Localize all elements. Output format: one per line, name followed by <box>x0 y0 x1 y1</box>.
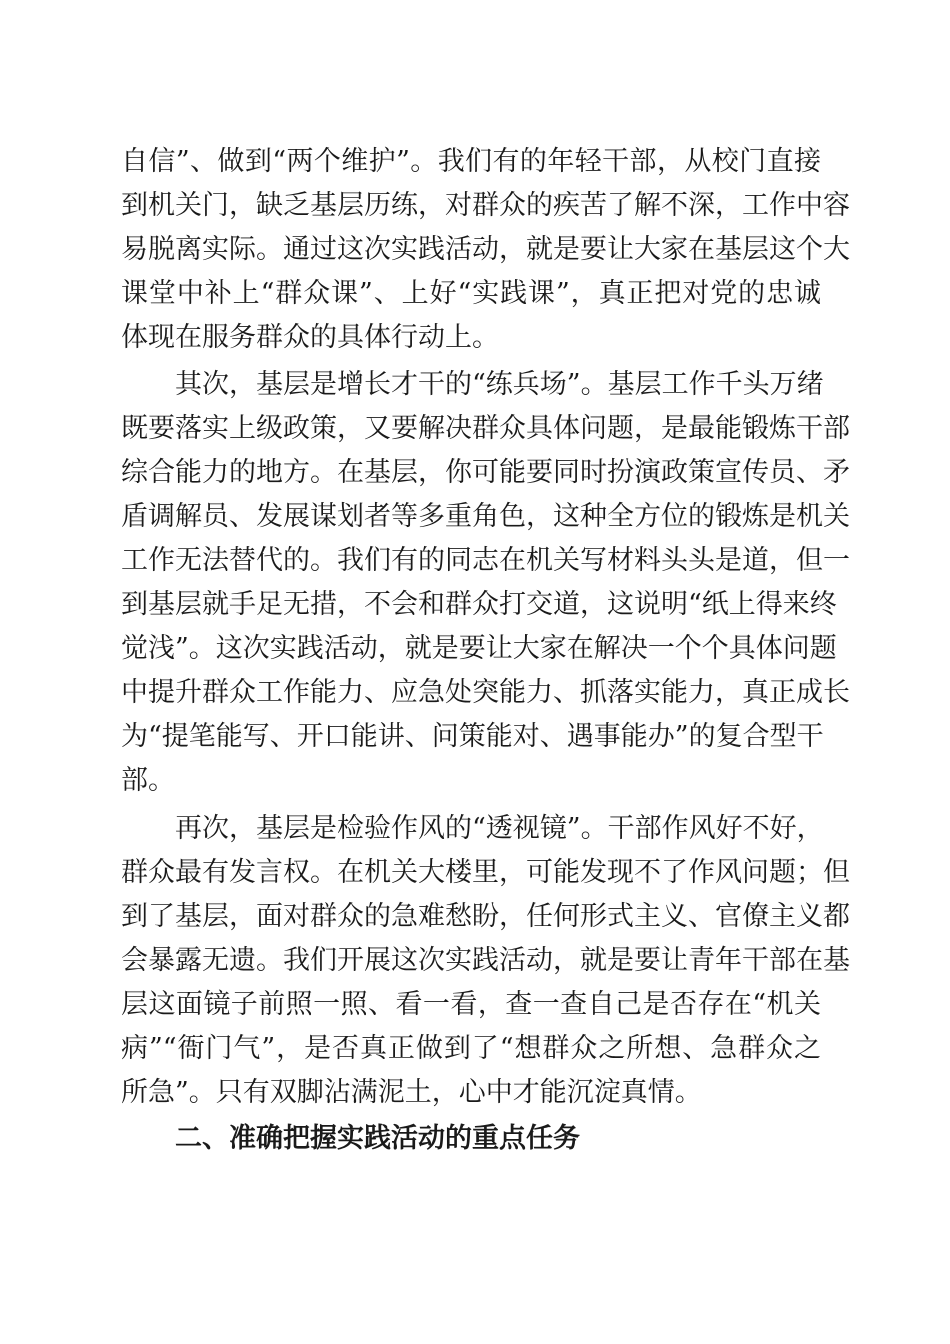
paragraph-3-line-6: 病”“衙门气”，是否真正做到了“想群众之所想、急群众之 <box>121 1033 821 1064</box>
paragraph-2-line-6: 到基层就手足无措，不会和群众打交道，这说明“纸上得来终 <box>121 589 837 620</box>
paragraph-1-line-1: 自信”、做到“两个维护”。我们有的年轻干部，从校门直接 <box>121 146 821 177</box>
paragraph-2-line-1: 其次，基层是增长才干的“练兵场”。基层工作千头万绪 <box>175 369 824 400</box>
section-heading: 二、准确把握实践活动的重点任务 <box>175 1123 580 1154</box>
paragraph-2-line-4: 盾调解员、发展谋划者等多重角色，这种全方位的锻炼是机关 <box>121 501 850 532</box>
paragraph-2-line-10: 部。 <box>121 765 175 796</box>
paragraph-1-line-5: 体现在服务群众的具体行动上。 <box>121 322 499 353</box>
paragraph-3-line-7: 所急”。只有双脚沾满泥土，心中才能沉淀真情。 <box>121 1077 702 1108</box>
paragraph-2-line-5: 工作无法替代的。我们有的同志在机关写材料头头是道，但一 <box>121 545 850 576</box>
paragraph-3-line-5: 层这面镜子前照一照、看一看，查一查自己是否存在“机关 <box>121 989 821 1020</box>
paragraph-2-line-3: 综合能力的地方。在基层，你可能要同时扮演政策宣传员、矛 <box>121 457 850 488</box>
paragraph-2-line-7: 觉浅”。这次实践活动，就是要让大家在解决一个个具体问题 <box>121 633 837 664</box>
paragraph-3-line-4: 会暴露无遗。我们开展这次实践活动，就是要让青年干部在基 <box>121 945 850 976</box>
paragraph-2-line-8: 中提升群众工作能力、应急处突能力、抓落实能力，真正成长 <box>121 677 850 708</box>
paragraph-3-line-1: 再次，基层是检验作风的“透视镜”。干部作风好不好， <box>175 813 824 844</box>
paragraph-1-line-4: 课堂中补上“群众课”、上好“实践课”，真正把对党的忠诚 <box>121 278 821 309</box>
paragraph-2-line-2: 既要落实上级政策，又要解决群众具体问题，是最能锻炼干部 <box>121 413 850 444</box>
paragraph-2-line-9: 为“提笔能写、开口能讲、问策能对、遇事能办”的复合型干 <box>121 721 824 752</box>
paragraph-1-line-3: 易脱离实际。通过这次实践活动，就是要让大家在基层这个大 <box>121 234 850 265</box>
paragraph-3-line-3: 到了基层，面对群众的急难愁盼，任何形式主义、官僚主义都 <box>121 901 850 932</box>
paragraph-3-line-2: 群众最有发言权。在机关大楼里，可能发现不了作风问题；但 <box>121 857 850 888</box>
paragraph-1-line-2: 到机关门，缺乏基层历练，对群众的疾苦了解不深，工作中容 <box>121 190 850 221</box>
